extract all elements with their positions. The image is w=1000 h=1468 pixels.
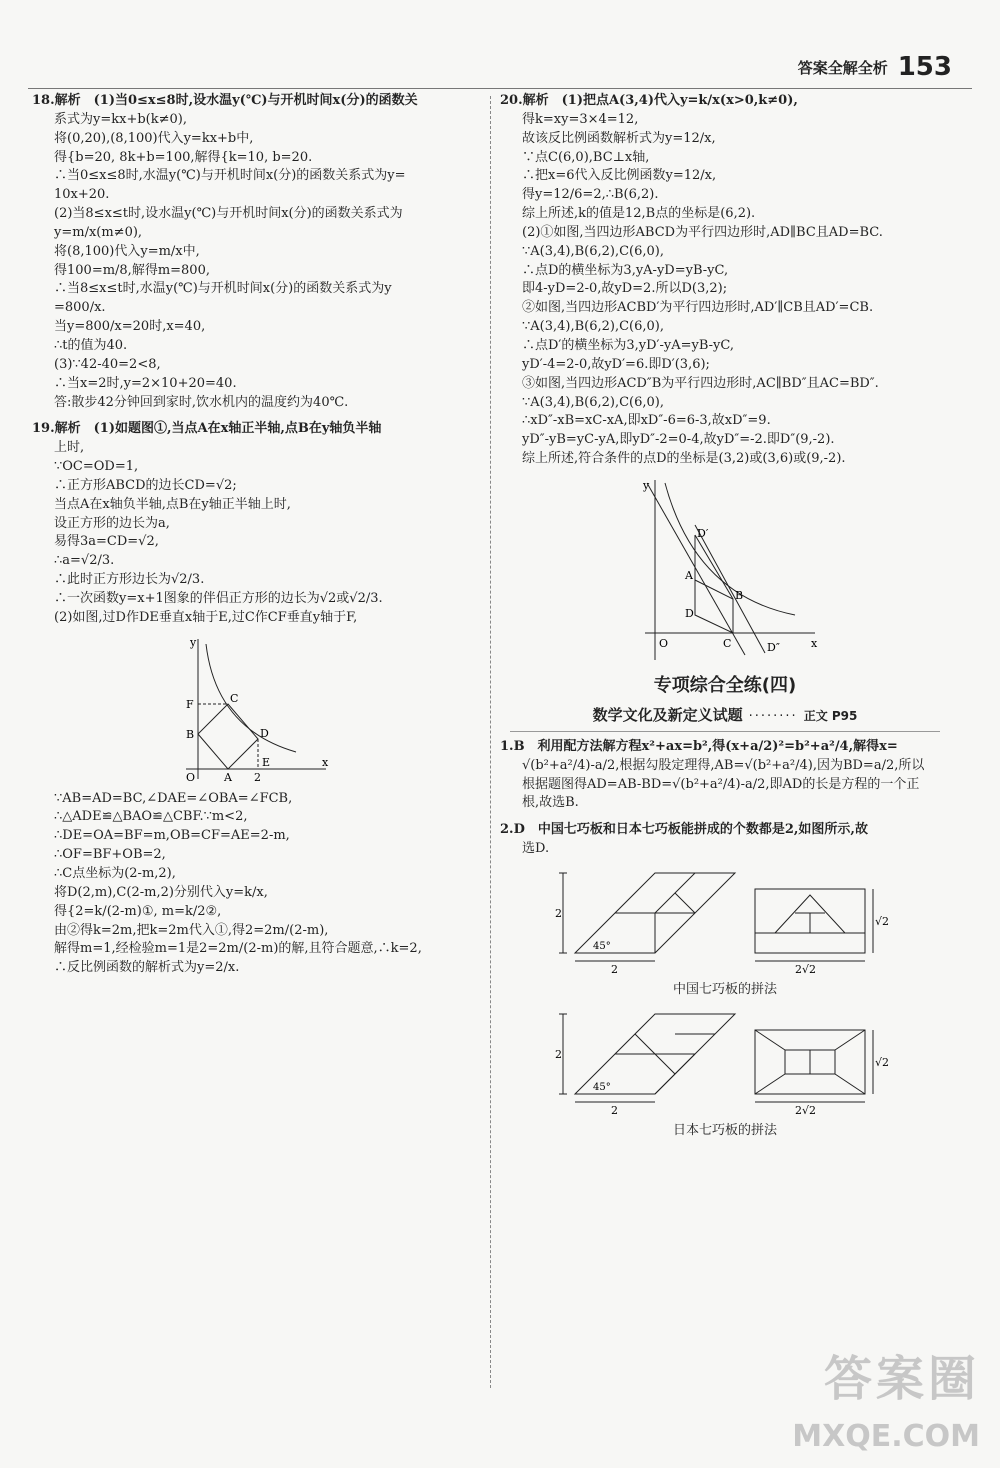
text-line: 2.D 中国七巧板和日本七巧板能拼成的个数都是2,如图所示,故 <box>500 822 868 838</box>
fig20-label: O <box>659 636 669 650</box>
question-1 <box>500 738 950 813</box>
text-line: ∴xD″-xB=xC-xA,即xD″-6=6-3,故xD″=9. <box>522 413 771 429</box>
fig20-label: D″ <box>767 640 780 654</box>
tangram-label: 2 <box>555 1047 562 1061</box>
text-line: ∴反比例函数的解析式为y=2/x. <box>54 960 240 976</box>
text-line: 得k=xy=3×4=12, <box>522 111 639 127</box>
text-line: 20.解析 (1)把点A(3,4)代入y=k/x(x>0,k≠0), <box>500 93 798 108</box>
text-line: ∴△ADE≌△BAO≌△CBF.∵m<2, <box>54 809 248 825</box>
text-line: 得{b=20, 8k+b=100,解得{k=10, b=20. <box>54 149 313 165</box>
text-line: 1.B 利用配方法解方程x²+ax=b²,得(x+a/2)²=b²+a²/4,解得x= <box>500 738 898 754</box>
text-line: ∴当8≤x≤t时,水温y(℃)与开机时间x(分)的函数关系式为y <box>54 281 392 297</box>
question-18 <box>32 92 480 412</box>
header-rule <box>28 88 972 89</box>
fig19-label: 2 <box>254 770 261 784</box>
text-line: ∴点D′的横坐标为3,yD′-yA=yB-yC, <box>522 337 735 353</box>
text-line: 根,故选B. <box>522 795 579 811</box>
page-number: 153 <box>897 52 952 82</box>
fig19-label: y <box>190 635 197 649</box>
tangram-japanese-figure <box>555 1006 895 1116</box>
tangram-label: 2 <box>611 1103 618 1116</box>
fig19-label: x <box>322 755 329 769</box>
text-line: √(b²+a²/4)-a/2,根据勾股定理得,AB=√(b²+a²/4),因为BD=a/2,所以 <box>522 757 925 773</box>
question-19-continued <box>32 790 480 978</box>
text-line: 根据题图得AD=AB-BD=√(b²+a²/4)-a/2,即AD的长是方程的一个正 <box>522 776 920 792</box>
text-line: ∴DE=OA=BF=m,OB=CF=AE=2-m, <box>54 828 290 844</box>
text-line: 得100=m/8,解得m=800, <box>54 262 210 278</box>
text-line: 即4-yD=2-0,故yD=2.所以D(3,2); <box>522 281 728 297</box>
text-line: 得y=12/6=2,∴B(6,2). <box>522 187 659 203</box>
text-line: (3)∵42-40=2<8, <box>54 356 161 372</box>
text-line: 上时, <box>54 440 85 456</box>
tangram-label: 2√2 <box>795 962 817 975</box>
text-line: 综上所述,k的值是12,B点的坐标是(6,2). <box>522 206 756 222</box>
text-line: ∵OC=OD=1, <box>54 459 139 475</box>
text-line: 答:散步42分钟回到家时,饮水机内的温度约为40℃. <box>54 394 349 410</box>
text-line: 解得m=1,经检验m=1是2=2m/(2-m)的解,且符合题意,∴k=2, <box>54 941 422 957</box>
tangram-label: 45° <box>593 940 611 952</box>
tangram-japanese-caption: 日本七巧板的拼法 <box>672 1122 777 1138</box>
text-line: 10x+20. <box>54 187 110 203</box>
text-line: 19.解析 (1)如题图①,当点A在x轴正半轴,点B在y轴负半轴 <box>32 421 382 437</box>
fig19-label: O <box>186 770 196 784</box>
text-line: ∵AB=AD=BC,∠DAE=∠OBA=∠FCB, <box>54 790 293 806</box>
question-20 <box>500 92 950 469</box>
text-line: 得{2=k/(2-m)①, m=k/2②, <box>54 903 222 919</box>
text-line: yD′-4=2-0,故yD′=6.即D′(3,6); <box>522 356 710 372</box>
text-line: =800/x. <box>54 300 106 316</box>
text-line: 选D. <box>522 841 550 857</box>
right-column <box>500 92 950 1141</box>
page-reference: 正文 P95 <box>803 708 858 723</box>
section-subtitle-row <box>500 705 950 727</box>
tangram-chinese-caption: 中国七巧板的拼法 <box>672 981 777 997</box>
page-header <box>798 40 952 80</box>
fig20-label: D <box>685 606 694 620</box>
text-line: 故该反比例函数解析式为y=12/x, <box>522 130 716 146</box>
text-line: 由②得k=2m,把k=2m代入①,得2=2m/(2-m), <box>54 922 329 938</box>
leader-dots: ········ <box>748 708 798 724</box>
column-divider <box>490 96 491 1388</box>
question-19 <box>32 420 480 627</box>
watermark-cn: 答案圈 <box>823 1350 980 1407</box>
tangram-chinese-figure <box>555 865 895 975</box>
figure-19 <box>176 634 336 784</box>
tangram-label: √2 <box>875 1055 890 1069</box>
text-line: 设正方形的边长为a, <box>54 515 170 531</box>
text-line: ∵A(3,4),B(6,2),C(6,0), <box>522 394 665 410</box>
text-line: ∴C点坐标为(2-m,2), <box>54 866 176 881</box>
fig20-label: B <box>735 588 744 602</box>
text-line: 将(8,100)代入y=m/x中, <box>54 243 200 259</box>
figure-20 <box>625 475 825 665</box>
fig19-label: B <box>186 727 195 741</box>
text-line: ∴当0≤x≤8时,水温y(℃)与开机时间x(分)的函数关系式为y= <box>54 168 406 184</box>
section-rule <box>510 731 940 732</box>
tangram-label: 45° <box>593 1081 611 1093</box>
fig20-label: D′ <box>697 526 709 540</box>
tangram-label: 2√2 <box>795 1103 817 1116</box>
fig19-label: C <box>230 691 239 705</box>
text-line: 将D(2,m),C(2-m,2)分别代入y=k/x, <box>54 884 268 900</box>
text-line: ③如图,当四边形ACD″B为平行四边形时,AC∥BD″且AC=BD″. <box>522 375 879 391</box>
text-line: 系式为y=kx+b(k≠0), <box>54 111 187 127</box>
text-line: ∴a=√2/3. <box>54 553 115 569</box>
text-line: ∵A(3,4),B(6,2),C(6,0), <box>522 319 665 335</box>
fig20-label: y <box>643 478 650 492</box>
text-line: (2)①如图,当四边形ABCD为平行四边形时,AD∥BC且AD=BC. <box>522 224 883 240</box>
text-line: ②如图,当四边形ACBD′为平行四边形时,AD′∥CB且AD′=CB. <box>522 300 874 316</box>
watermark-url: MXQE.COM <box>792 1418 980 1454</box>
header-label: 答案全解全析 <box>797 59 888 78</box>
left-column <box>32 92 480 978</box>
text-line: 易得3a=CD=√2, <box>54 534 159 550</box>
text-line: ∵点C(6,0),BC⊥x轴, <box>522 149 650 165</box>
text-line: 当点A在x轴负半轴,点B在y轴正半轴上时, <box>54 496 291 512</box>
text-line: yD″-yB=yC-yA,即yD″-2=0-4,故yD″=-2.即D″(9,-2). <box>522 432 835 448</box>
text-line: ∴点D的横坐标为3,yA-yD=yB-yC, <box>522 262 729 278</box>
text-line: (2)如图,过D作DE垂直x轴于E,过C作CF垂直y轴于F, <box>54 609 358 625</box>
text-line: ∴一次函数y=x+1图象的伴侣正方形的边长为√2或√2/3. <box>54 590 383 606</box>
fig19-label: E <box>262 755 271 769</box>
text-line: 18.解析 (1)当0≤x≤8时,设水温y(℃)与开机时间x(分)的函数关 <box>32 93 418 108</box>
text-line: ∴t的值为40. <box>54 337 128 353</box>
section-title: 专项综合全练(四) <box>653 674 797 696</box>
fig20-label: x <box>811 636 818 650</box>
text-line: ∴当x=2时,y=2×10+20=40. <box>54 375 237 391</box>
text-line: ∴此时正方形边长为√2/3. <box>54 572 205 588</box>
text-line: y=m/x(m≠0), <box>54 224 143 240</box>
text-line: 将(0,20),(8,100)代入y=kx+b中, <box>54 130 254 146</box>
text-line: ∵A(3,4),B(6,2),C(6,0), <box>522 243 665 259</box>
text-line: ∴正方形ABCD的边长CD=√2; <box>54 477 237 493</box>
fig20-label: C <box>723 636 732 650</box>
fig19-label: D <box>260 726 269 740</box>
tangram-label: √2 <box>875 914 890 928</box>
fig19-label: F <box>186 697 194 711</box>
text-line: 当y=800/x=20时,x=40, <box>54 319 206 335</box>
section-subtitle: 数学文化及新定义试题 <box>592 705 743 724</box>
fig20-label: A <box>685 568 693 582</box>
watermark <box>792 1345 980 1458</box>
question-2 <box>500 821 950 859</box>
fig19-label: A <box>224 770 232 784</box>
text-line: ∴把x=6代入反比例函数y=12/x, <box>522 168 717 184</box>
tangram-label: 2 <box>555 906 562 920</box>
text-line: ∴OF=BF+OB=2, <box>54 847 166 863</box>
tangram-label: 2 <box>611 962 618 975</box>
text-line: (2)当8≤x≤t时,设水温y(℃)与开机时间x(分)的函数关系式为 <box>54 206 403 222</box>
text-line: 综上所述,符合条件的点D的坐标是(3,2)或(3,6)或(9,-2). <box>522 451 846 467</box>
